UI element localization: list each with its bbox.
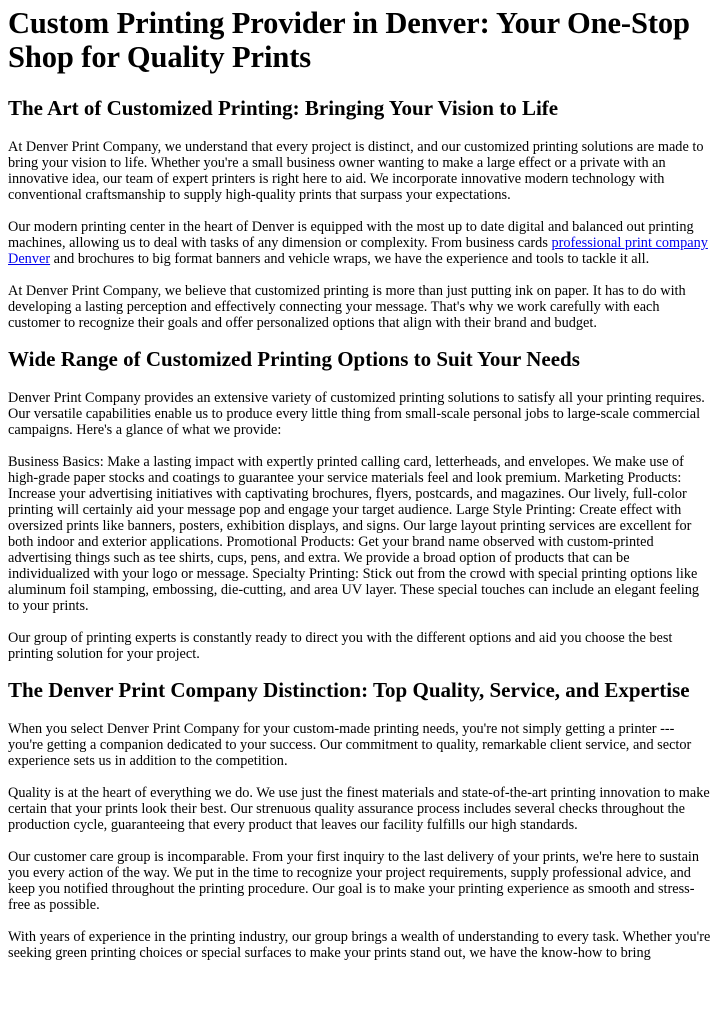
paragraph-with-link	[8, 219, 712, 267]
section-heading: The Art of Customized Printing: Bringing Your Vision to Life	[8, 96, 559, 120]
paragraph: Quality is at the heart of everything we do. We use just the finest materials and state-of-the-art printing innovation to make certain that your prints look their best. Our strenuous quality assurance process includes several checks throughout the production cycle, guaranteeing that every product that leaves our facility fulfills our high standards.	[8, 785, 710, 833]
section-printing-options	[8, 347, 712, 662]
professional-print-link[interactable]: professional print company Denver	[8, 235, 708, 267]
paragraph: Our group of printing experts is constantly ready to direct you with the different options and aid you choose the best printing solution for your project.	[8, 630, 673, 662]
paragraph: At Denver Print Company, we understand that every project is distinct, and our customized printing solutions are made to bring your vision to life. Whether you're a small business owner wanting to make a large effect or a private with an innovative idea, our team of expert printers is right here to aid. We incorporate innovative modern technology with conventional craftsmanship to supply high-quality prints that surpass your expectations.	[8, 139, 704, 203]
paragraph: With years of experience in the printing industry, our group brings a wealth of understanding to every task. Whether you're seeking green printing choices or special surfaces to make your prints stand out, we have the know-how to bring	[8, 929, 711, 961]
paragraph-text: Our modern printing center in the heart of Denver is equipped with the most up to date digital and balanced out printing machines, allowing us to deal with tasks of any dimension or complexity. From business cards	[8, 219, 694, 251]
section-heading: Wide Range of Customized Printing Options to Suit Your Needs	[8, 347, 580, 371]
paragraph: At Denver Print Company, we believe that customized printing is more than just putting ink on paper. It has to do with developing a lasting perception and effectively connecting your message. That's why we work carefully with each customer to recognize their goals and offer personalized options that align with their brand and budget.	[8, 283, 686, 331]
paragraph: Business Basics: Make a lasting impact with expertly printed calling card, letterheads, and envelopes. We make use of high-grade paper stocks and coatings to guarantee your service materials feel and look premium. Marketing Products: Increase your advertising initiatives with captivating brochures, flyers, postcards, and magazines. Our lively, full-color printing will certainly aid your message pop and engage your target audience. Large Style Printing: Create effect with oversized prints like banners, posters, exhibition displays, and signs. Our large layout printing services are excellent for both indoor and exterior applications. Promotional Products: Get your brand name observed with custom-printed advertising things such as tee shirts, cups, pens, and extra. We provide a broad option of products that can be individualized with your logo or message. Specialty Printing: Stick out from the crowd with special printing options like aluminum foil stamping, embossing, die-cutting, and area UV layer. These special touches can include an elegant feeling to your prints.	[8, 454, 700, 614]
paragraph: Denver Print Company provides an extensive variety of customized printing solutions to satisfy all your printing requires. Our versatile capabilities enable us to produce every little thing from small-scale personal jobs to large-scale commercial campaigns. Here's a glance of what we provide:	[8, 390, 705, 438]
paragraph-text: and brochures to big format banners and vehicle wraps, we have the experience and tools to tackle it all.	[50, 251, 650, 267]
page-title: Custom Printing Provider in Denver: Your One-Stop Shop for Quality Prints	[8, 6, 690, 74]
paragraph: When you select Denver Print Company for your custom-made printing needs, you're not simply getting a printer --- you're getting a companion dedicated to your success. Our commitment to quality, remarkable client service, and sector experience sets us in addition to the competition.	[8, 721, 692, 769]
paragraph: Our customer care group is incomparable. From your first inquiry to the last delivery of your prints, we're here to sustain you every action of the way. We put in the time to recognize your project requirements, supply professional advice, and keep you notified throughout the printing procedure. Our goal is to make your printing experience as smooth and stress-free as possible.	[8, 849, 700, 913]
section-heading: The Denver Print Company Distinction: Top Quality, Service, and Expertise	[8, 678, 690, 702]
section-art-of-printing	[8, 96, 712, 331]
section-distinction	[8, 678, 712, 961]
